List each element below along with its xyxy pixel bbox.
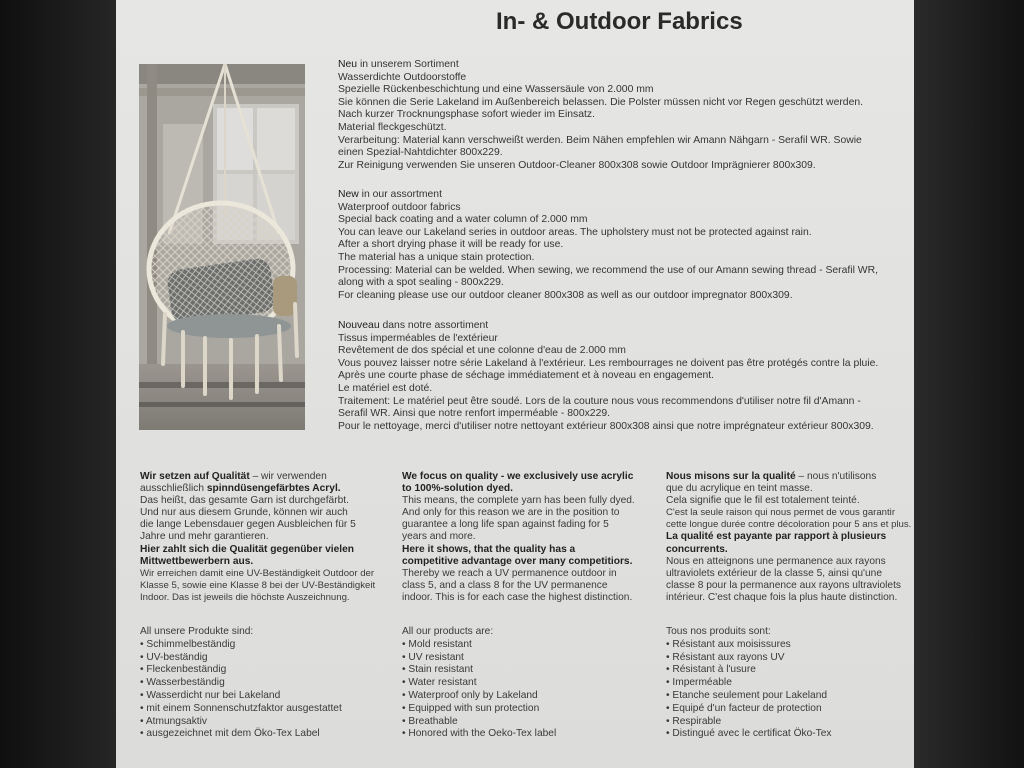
- de-line: Zur Reinigung verwenden Sie unseren Outdoor-Cleaner 800x308 sowie Outdoor Imprägnierer 800x309.: [338, 159, 816, 171]
- dark-background-left: [0, 0, 116, 768]
- list-item: • Distingué avec le certificat Öko-Tex: [666, 728, 832, 741]
- list-item: • Mold resistant: [402, 639, 556, 652]
- de-line: Sie können die Serie Lakeland im Außenbereich belassen. Die Polster müssen nicht vor Regen geschützt werden.: [338, 96, 864, 108]
- list-item: • Etanche seulement pour Lakeland: [666, 690, 832, 703]
- products-list-english: [402, 626, 556, 741]
- list-item: • Respirable: [666, 716, 832, 729]
- list-heading: All our products are:: [402, 626, 494, 637]
- fr-line: Pour le nettoyage, merci d'utiliser notre nettoyant extérieur 800x308 ainsi que notre imprégnateur extérieur 800x309.: [338, 420, 874, 432]
- catalog-page: [116, 0, 914, 768]
- de-line: Material fleckgeschützt.: [338, 121, 447, 133]
- en-line: You can leave our Lakeland series in outdoor areas. The upholstery must not be protected against rain.: [338, 226, 812, 238]
- list-item: • Résistant à l'usure: [666, 664, 832, 677]
- list-item: • Atmungsaktiv: [140, 716, 342, 729]
- list-item: • Equipped with sun protection: [402, 703, 556, 716]
- fr-line: Après une courte phase de séchage immédiatement et à noveau en engagement.: [338, 370, 715, 382]
- de-line: Verarbeitung: Material kann verschweißt werden. Beim Nähen empfehlen wir Amann Nähgarn - Serafil WR. Sowie: [338, 134, 862, 146]
- list-item: • Fleckenbeständig: [140, 664, 342, 677]
- en-line: Special back coating and a water column of 2.000 mm: [338, 214, 588, 226]
- list-heading: Tous nos produits sont:: [666, 626, 771, 637]
- en-line: Processing: Material can be welded. When sewing, we recommend the use of our Amann sewing thread - Serafil WR,: [338, 264, 878, 276]
- list-item: • Equipé d'un facteur de protection: [666, 703, 832, 716]
- list-item: • Waterproof only by Lakeland: [402, 690, 556, 703]
- list-item: • mit einem Sonnenschutzfaktor ausgestattet: [140, 703, 342, 716]
- list-item: • Honored with the Oeko-Tex label: [402, 728, 556, 741]
- en-line: After a short drying phase it will be ready for use.: [338, 239, 564, 251]
- list-item: • Résistant aux moisissures: [666, 639, 832, 652]
- list-item: • Imperméable: [666, 677, 832, 690]
- de-line: einen Spezial-Nahtdichter 800x229.: [338, 147, 503, 159]
- quality-german: Wir setzen auf Qualität – wir verwenden ausschließlich spinndüsengefärbtes Acryl. Das heißt, das gesamte Garn ist durchgefärbt. Und nur aus diesem Grunde, können wir auch die lange Lebensdauer gegen Ausbleichen für 5 Jahre und mehr garantieren. Hier zahlt sich die Qualität gegenüber vielen Mittwettbewerbern aus. Wir erreichen damit eine UV-Beständigkeit Outdoor der Klasse 5, sowie eine Klasse 8 bei der UV-Beständigkeit Indoor. Das ist jeweils die höchste Auszeichnung.: [140, 471, 376, 603]
- de-line: Nach kurzer Trocknungsphase sofort wieder im Einsatz.: [338, 109, 595, 121]
- list-item: • UV resistant: [402, 652, 556, 665]
- list-item: • ausgezeichnet mit dem Öko-Tex Label: [140, 728, 342, 741]
- dark-background-right: [914, 0, 1024, 768]
- fr-line: Vous pouvez laisser notre série Lakeland à l'extérieur. Les rembourrages ne doivent pas être protégés contre la pluie.: [338, 357, 879, 369]
- list-item: • Schimmelbeständig: [140, 639, 342, 652]
- de-new-line: Neu in unserem Sortiment: [338, 59, 459, 70]
- hanging-chair-photo: [139, 64, 305, 430]
- list-item: • Wasserbeständig: [140, 677, 342, 690]
- list-item: • Stain resistant: [402, 664, 556, 677]
- fr-line: Le matériel est doté.: [338, 382, 433, 394]
- en-new-line: New in our assortment: [338, 189, 442, 200]
- list-item: • Breathable: [402, 716, 556, 729]
- list-heading: All unsere Produkte sind:: [140, 626, 254, 637]
- en-line: For cleaning please use our outdoor cleaner 800x308 as well as our outdoor impregnator 800x309.: [338, 289, 793, 301]
- fr-line: Revêtement de dos spécial et une colonne d'eau de 2.000 mm: [338, 345, 626, 357]
- fr-new-line: Nouveau dans notre assortiment: [338, 320, 489, 331]
- de-heading: Wasserdichte Outdoorstoffe: [338, 71, 467, 83]
- products-list-french: [666, 626, 832, 741]
- fr-heading: Tissus imperméables de l'extérieur: [338, 332, 498, 344]
- fr-line: Serafil WR. Ainsi que notre renfort imperméable - 800x229.: [338, 408, 611, 420]
- list-item: • UV-beständig: [140, 652, 342, 665]
- en-line: along with a spot sealing - 800x229.: [338, 277, 504, 289]
- en-heading: Waterproof outdoor fabrics: [338, 201, 461, 213]
- list-item: • Wasserdicht nur bei Lakeland: [140, 690, 342, 703]
- fr-line: Traitement: Le matériel peut être soudé. Lors de la couture nous vous recommendons d'utiliser notre fil d'Amann -: [338, 395, 861, 407]
- de-line: Spezielle Rückenbeschichtung und eine Wassersäule von 2.000 mm: [338, 84, 654, 96]
- list-item: • Water resistant: [402, 677, 556, 690]
- en-line: The material has a unique stain protection.: [338, 251, 535, 263]
- quality-french: Nous misons sur la qualité – nous n'utilisons que du acrylique en teint masse. Cela signifie que le fil est totalement teinté. C'est la seule raison qui nous permet de vous garantir cette longue durée contre décoloration pour 5 ans et plus. La qualité est payante par rapport à plusieurs concurrents. Nous en atteignons une permanence aux rayons ultraviolets extérieur de la classe 5, ainsi qu'une classe 8 pour la permanence aux rayons ultraviolets intérieur. C'est chaque fois la plus haute distinction.: [666, 471, 912, 603]
- german-description: [338, 59, 863, 172]
- products-list-german: [140, 626, 342, 741]
- quality-english: We focus on quality - we exclusively use acrylic to 100%-solution dyed. This means, the complete yarn has been fully dyed. And only for this reason we are in the position to guarantee a long life span against fading for 5 years and more. Here it shows, that the quality has a competitive advantage over many competitiors. Thereby we reach a UV permanence outdoor in class 5, and a class 8 for the UV permanence indoor. This is for each case the highest distinction.: [402, 471, 635, 603]
- page-title: In- & Outdoor Fabrics: [496, 8, 743, 35]
- english-description: [338, 189, 878, 302]
- list-item: • Résistant aux rayons UV: [666, 652, 832, 665]
- french-description: [338, 320, 878, 433]
